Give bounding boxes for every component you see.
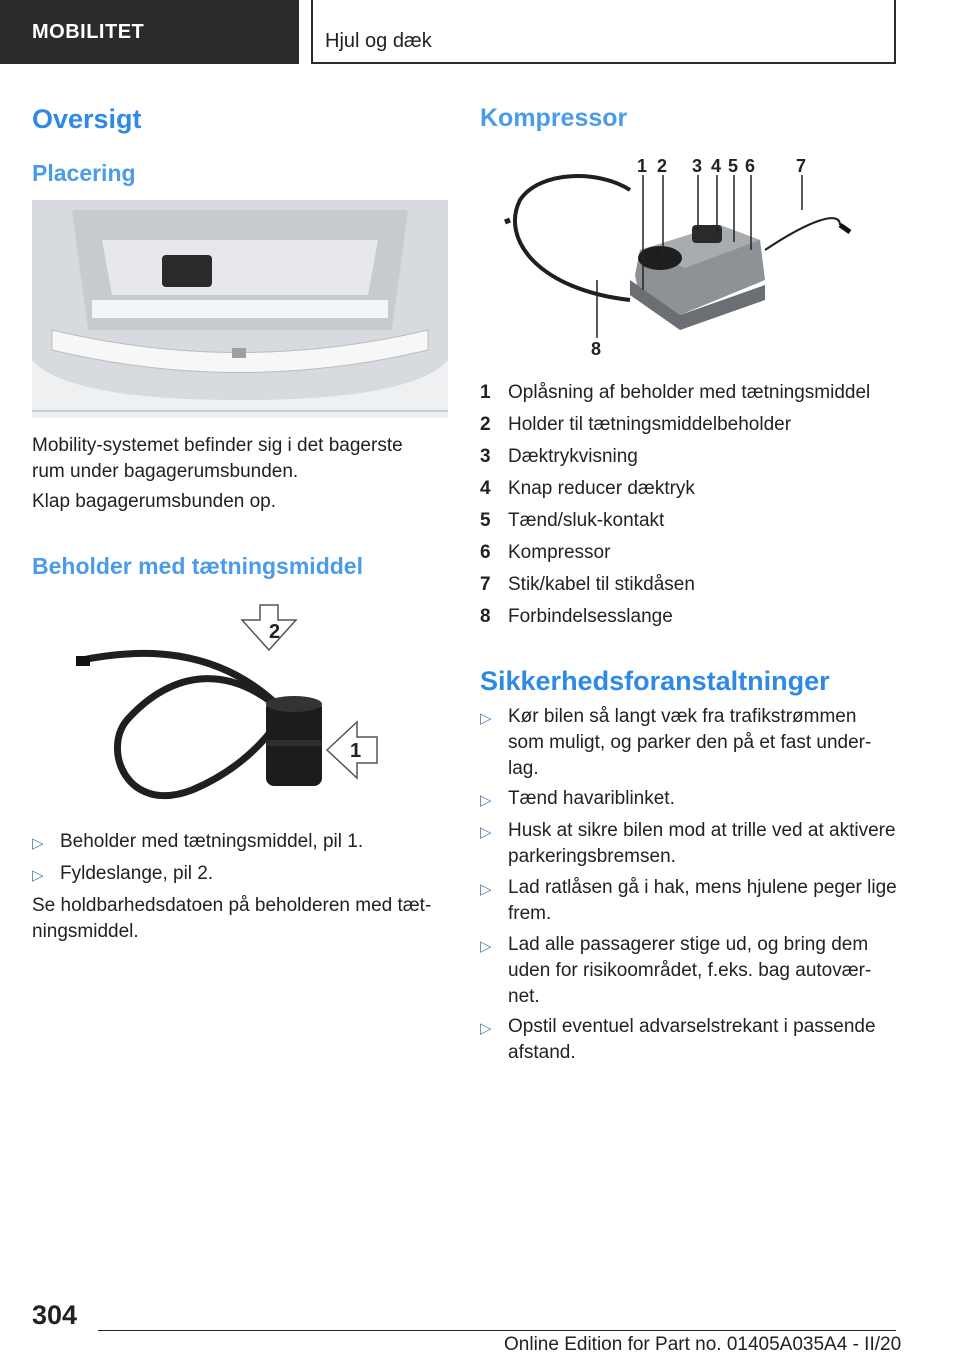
legend-item xyxy=(480,542,610,564)
safety-item xyxy=(480,786,675,814)
paragraph-location xyxy=(32,433,403,485)
safety-item xyxy=(480,1014,876,1066)
chapter-header xyxy=(311,0,896,64)
triangle-bullet-icon: ▷ xyxy=(32,835,44,852)
arrow-label-1: 1 xyxy=(350,740,362,762)
edition-text: Online Edition for Part no. 01405A035A4 - II/20 xyxy=(504,1334,902,1355)
safety-line: Kør bilen så langt væk fra trafikstrømmen xyxy=(508,706,857,727)
legend-number: 1 xyxy=(480,382,491,403)
figure-label-4: 4 xyxy=(711,156,722,176)
legend-item xyxy=(480,478,695,500)
triangle-bullet-icon: ▷ xyxy=(480,710,492,727)
figure-label-5: 5 xyxy=(728,156,739,176)
section-title-safety: Sikkerhedsforanstaltninger xyxy=(480,666,830,696)
figure-label-8: 8 xyxy=(591,339,602,359)
triangle-bullet-icon: ▷ xyxy=(480,824,492,841)
safety-line: Husk at sikre bilen mod at trille ved at aktivere xyxy=(508,820,896,841)
trunk-photo xyxy=(32,200,448,418)
legend-text: Forbindelsesslange xyxy=(508,606,673,627)
triangle-bullet-icon: ▷ xyxy=(480,881,492,898)
legend-item xyxy=(480,606,673,628)
legend-number: 5 xyxy=(480,510,491,531)
safety-line: Opstil eventuel advarselstrekant i passende xyxy=(508,1016,876,1037)
subsection-title-sealant: Beholder med tætningsmiddel xyxy=(32,553,363,579)
triangle-bullet-icon: ▷ xyxy=(480,1020,492,1037)
section-title-kompressor: Kompressor xyxy=(480,104,628,132)
legend-text: Holder til tætningsmiddelbeholder xyxy=(508,414,792,435)
page-number: 304 xyxy=(32,1300,78,1330)
safety-line: Tænd havariblinket. xyxy=(508,788,675,809)
chapter-label: Hjul og dæk xyxy=(325,30,432,52)
section-tab xyxy=(0,0,299,64)
paragraph-shelf-life xyxy=(32,893,431,945)
safety-line: afstand. xyxy=(508,1042,576,1063)
footer-divider xyxy=(98,1330,896,1331)
figure-label-6: 6 xyxy=(745,156,756,176)
figure-label-1: 1 xyxy=(637,156,648,176)
figure-label-7: 7 xyxy=(796,156,807,176)
figure-label-2: 2 xyxy=(657,156,668,176)
safety-item xyxy=(480,875,897,927)
list-item xyxy=(32,829,363,857)
safety-line: frem. xyxy=(508,903,552,924)
legend-text: Knap reducer dæktryk xyxy=(508,478,695,499)
legend-number: 2 xyxy=(480,414,491,435)
legend-item xyxy=(480,574,695,596)
arrow-label-2: 2 xyxy=(269,621,281,643)
legend-text: Kompressor xyxy=(508,542,611,563)
list-item-text: Beholder med tætningsmiddel, pil 1. xyxy=(60,831,364,852)
safety-line: Lad ratlåsen gå i hak, mens hjulene peger lige xyxy=(508,877,897,898)
triangle-bullet-icon: ▷ xyxy=(480,792,492,809)
legend-item xyxy=(480,414,791,436)
legend-text: Stik/kabel til stikdåsen xyxy=(508,574,695,595)
legend-item xyxy=(480,510,664,532)
triangle-bullet-icon: ▷ xyxy=(32,867,44,884)
safety-line: som muligt, og parker den på et fast under‐ xyxy=(508,732,872,753)
list-item-text: Fyldeslange, pil 2. xyxy=(60,863,214,884)
list-item xyxy=(32,861,213,889)
compressor-figure xyxy=(480,150,896,360)
legend-item xyxy=(480,446,638,468)
safety-item xyxy=(480,932,871,1010)
paragraph-line: rum under bagagerumsbunden. xyxy=(32,461,299,482)
legend-text: Oplåsning af beholder med tætningsmiddel xyxy=(508,382,871,403)
paragraph-open-floor: Klap bagagerumsbunden op. xyxy=(32,491,277,512)
paragraph-line: Se holdbarhedsdatoen på beholderen med tæt‐ xyxy=(32,895,432,916)
legend-text: Tænd/sluk-kontakt xyxy=(508,510,665,531)
section-title-oversigt: Oversigt xyxy=(32,104,142,134)
safety-item xyxy=(480,704,871,782)
safety-line: uden for risikoområdet, f.eks. bag autovær‐ xyxy=(508,960,872,981)
sealant-bottle-figure xyxy=(32,600,448,815)
safety-line: Lad alle passagerer stige ud, og bring dem xyxy=(508,934,869,955)
legend-number: 8 xyxy=(480,606,491,627)
legend-number: 4 xyxy=(480,478,491,499)
legend-text: Dæktrykvisning xyxy=(508,446,638,467)
subsection-title-placering: Placering xyxy=(32,160,136,186)
safety-item xyxy=(480,818,896,870)
legend-number: 3 xyxy=(480,446,491,467)
safety-line: parkeringsbremsen. xyxy=(508,846,676,867)
figure-label-3: 3 xyxy=(692,156,703,176)
paragraph-line: ningsmiddel. xyxy=(32,921,139,942)
triangle-bullet-icon: ▷ xyxy=(480,938,492,955)
section-label: MOBILITET xyxy=(32,20,145,43)
safety-line: net. xyxy=(508,986,540,1007)
legend-number: 7 xyxy=(480,574,491,595)
safety-line: lag. xyxy=(508,758,539,779)
paragraph-line: Mobility-systemet befinder sig i det bagerste xyxy=(32,435,403,456)
legend-number: 6 xyxy=(480,542,491,563)
legend-item xyxy=(480,382,870,404)
